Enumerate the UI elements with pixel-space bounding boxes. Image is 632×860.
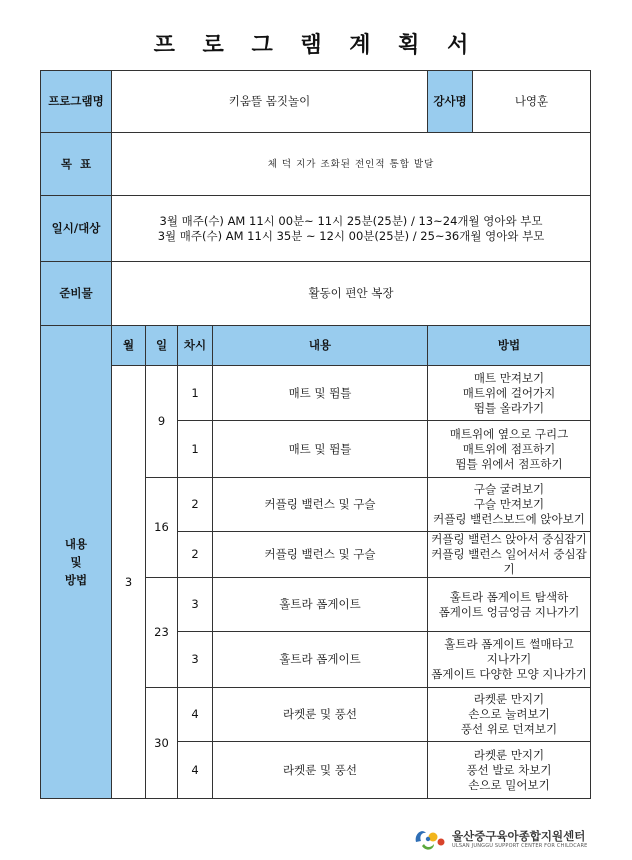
instructor-label: 강사명 <box>428 71 473 133</box>
schedule-line-1: 3월 매주(수) AM 11시 00분~ 11시 25분(25분) / 13~24개월 영아와 부모 <box>159 213 543 228</box>
method-line: 풍선 위로 던져보기 <box>460 722 558 736</box>
schedule-value <box>112 196 591 262</box>
col-month-header: 월 <box>112 326 146 366</box>
method-line: 뜀틀 올라가기 <box>473 400 545 415</box>
instructor-value: 나영훈 <box>473 71 591 133</box>
schedule-label: 일시/대상 <box>41 196 112 262</box>
day-cell: 9 <box>146 366 178 478</box>
method-line: 뜀틀 위에서 점프하기 <box>455 456 563 471</box>
method-cell <box>428 688 591 742</box>
method-cell <box>428 532 591 578</box>
schedule-line-2: 3월 매주(수) AM 11시 35분 ~ 12시 00분(25분) / 25~36개월 영아와 부모 <box>157 228 545 243</box>
plan-table <box>40 70 591 799</box>
method-line: 커플링 밸런스보드에 앉아보기 <box>433 512 585 526</box>
org-name-en: ULSAN JUNGGU SUPPORT CENTER FOR CHILDCARE <box>452 843 588 849</box>
col-session-header: 차시 <box>178 326 213 366</box>
method-cell <box>428 421 591 478</box>
method-cell <box>428 578 591 632</box>
program-value: 키움뜰 몸짓놀이 <box>112 71 428 133</box>
page-title: 프 로 그 램 계 획 서 <box>153 33 479 58</box>
method-line: 지나가기 <box>486 652 532 666</box>
content-cell: 라켓룬 및 풍선 <box>213 688 428 742</box>
content-cell: 라켓룬 및 풍선 <box>213 742 428 799</box>
col-method-header: 방법 <box>428 326 591 366</box>
month-cell: 3 <box>112 366 146 799</box>
supplies-value: 활동이 편안 복장 <box>112 262 591 326</box>
day-cell: 30 <box>146 688 178 799</box>
method-line: 구슬 만져보기 <box>473 497 545 511</box>
method-line: 매트위에 점프하기 <box>462 441 556 456</box>
session-cell: 3 <box>178 632 213 688</box>
section-label-line: 내용 <box>64 537 88 551</box>
session-cell: 2 <box>178 478 213 532</box>
method-line: 풍선 발로 차보기 <box>466 762 552 777</box>
method-cell <box>428 366 591 421</box>
section-label-line: 및 <box>70 555 82 569</box>
method-line: 매트위에 옆으로 구리그 <box>449 426 569 441</box>
session-cell: 3 <box>178 578 213 632</box>
method-line: 커플링 밸런스 일어서서 중심잡기 <box>431 547 587 576</box>
method-line: 라켓룬 만지기 <box>473 692 545 706</box>
goal-value: 체 덕 지가 조화된 전인적 통합 발달 <box>112 133 591 196</box>
content-cell: 매트 및 뜀틀 <box>213 366 428 421</box>
method-line: 매트 만져보기 <box>473 370 545 385</box>
footer-logo <box>412 826 592 854</box>
session-cell: 1 <box>178 366 213 421</box>
method-line: 매트위에 걸어가지 <box>462 385 556 400</box>
day-cell: 16 <box>146 478 178 578</box>
col-content-header: 내용 <box>213 326 428 366</box>
session-cell: 4 <box>178 742 213 799</box>
method-line: 폼게이트 엉금엉금 지나가기 <box>438 604 580 619</box>
section-label-line: 방법 <box>64 573 88 587</box>
content-cell: 훌트라 폼게이트 <box>213 632 428 688</box>
method-cell <box>428 632 591 688</box>
section-label <box>41 326 112 799</box>
session-cell: 2 <box>178 532 213 578</box>
col-day-header: 일 <box>146 326 178 366</box>
content-cell: 훌트라 폼게이트 <box>213 578 428 632</box>
goal-label: 목 표 <box>41 133 112 196</box>
method-cell <box>428 742 591 799</box>
content-cell: 커플링 밸런스 및 구슬 <box>213 532 428 578</box>
content-cell: 매트 및 뜀틀 <box>213 421 428 478</box>
method-cell <box>428 478 591 532</box>
method-line: 손으로 눌려보기 <box>468 707 550 721</box>
supplies-label: 준비물 <box>41 262 112 326</box>
day-cell: 23 <box>146 578 178 688</box>
method-line: 훌트라 폼게이트 탐색하 <box>449 589 569 604</box>
method-line: 라켓룬 만지기 <box>473 747 545 762</box>
org-name: 울산중구육아종합지원센터 <box>452 829 586 843</box>
session-cell: 1 <box>178 421 213 478</box>
session-cell: 4 <box>178 688 213 742</box>
method-line: 훌트라 폼게이트 썰매타고 <box>444 637 574 651</box>
method-line: 폼게이트 다양한 모양 지나가기 <box>431 667 587 681</box>
method-line: 구슬 굴려보기 <box>473 482 545 496</box>
method-line: 커플링 밸런스 앉아서 중심잡기 <box>431 532 587 546</box>
content-cell: 커플링 밸런스 및 구슬 <box>213 478 428 532</box>
method-line: 손으로 밀어보기 <box>468 777 550 792</box>
center-logo-icon <box>412 826 446 852</box>
program-label: 프로그램명 <box>41 71 112 133</box>
